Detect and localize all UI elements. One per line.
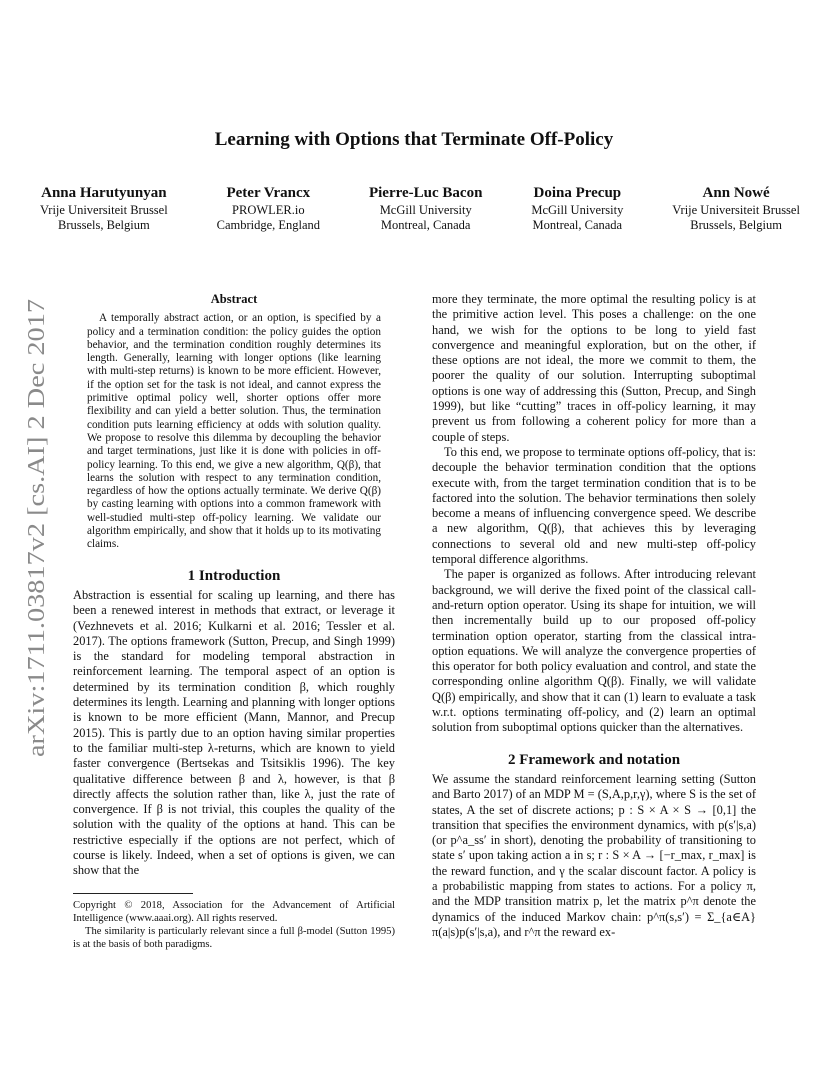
author-block <box>672 184 800 233</box>
abstract-heading: Abstract <box>210 292 258 306</box>
author-name: Doina Precup <box>533 185 622 201</box>
author-location: Montreal, Canada <box>380 218 471 232</box>
author-affiliation: McGill University <box>379 203 472 217</box>
author-location: Cambridge, England <box>216 218 321 232</box>
body-paragraph: The paper is organized as follows. After introducing relevant background, we will derive the fixed point of the classical call-and-return option operator. Using its shape for intuition, we will then incrementally build up to our proposed off-policy termination option operator, starting from the classical intra-option equations. We will analyze the convergence properties of this operator for both policy evaluation and control, and state the corresponding online algorithm Q(β). Finally, we will validate Q(β) empirically, and show that it can (1) learn to evaluate a task w.r.t. options terminating off-policy, and (2) learn an optimal solution from suboptimal options quicker than the alternatives. <box>432 567 756 735</box>
author-block <box>40 184 168 233</box>
author-name: Pierre-Luc Bacon <box>368 185 483 201</box>
author-name: Peter Vrancx <box>226 185 311 201</box>
intro-paragraph: Abstraction is essential for scaling up learning, and there has been a renewed interest in methods that extract, or leverage it (Vezhnevets et al. 2016; Kulkarni et al. 2016; Tessler et al. 2017). The options framework (Sutton, Precup, and Singh 1999) is the standard for modeling temporal abstraction in reinforcement learning. The temporal aspect of an option is determined by its termination condition β, which roughly determines its length. Learning and planning with longer options is known to be more efficient (Mann, Mannor, and Precup 2015). This is partly due to an option having similar properties to the familiar multi-step λ-returns, which are known to yield faster convergence (Bertsekas and Tsitsiklis 1996). The key qualitative difference between β and λ, however, is that β directly affects the solution rather than, like λ, just the rate of convergence. If β is not trivial, this couples the quality of the solution with the quality of the options at hand. This can be restrictive especially if the options are not perfect, which of course is likely. Indeed, when a set of options is given, we can show that the <box>73 587 395 878</box>
author-name: Anna Harutyunyan <box>41 185 167 201</box>
left-column <box>73 292 395 951</box>
footnote-divider <box>73 893 193 894</box>
right-column <box>432 292 756 940</box>
framework-paragraph: We assume the standard reinforcement learning setting (Sutton and Barto 2017) of an MDP M = (S,A,p,r,γ), where S is the set of states, A the set of discrete actions; p : S × A × S → [0,1] the transition that specifies the environment dynamics, with p(s′|s,a) (or p^a_ss′ in short), denoting the probability of transitioning to state s′ upon taking action a in s; r : S × A → [−r_max, r_max] is the reward function, and γ the scalar discount factor. A policy is a probabilistic mapping from states to actions. For a policy π, and the MDP transition matrix p, let the matrix p^π denote the dynamics of the induced Markov chain: p^π(s,s′) = Σ_{a∈A} π(a|s)p(s′|s,a), and r^π the reward ex- <box>432 771 756 939</box>
author-affiliation: PROWLER.io <box>232 203 305 217</box>
arxiv-stamp-text: arXiv:1711.03817v2 [cs.AI] 2 Dec 2017 <box>23 360 50 757</box>
author-affiliation: Vrije Universiteit Brussel <box>672 203 800 217</box>
author-affiliation: McGill University <box>531 203 624 217</box>
author-name: Ann Nowé <box>702 185 770 201</box>
author-location: Brussels, Belgium <box>690 218 782 232</box>
author-location: Montreal, Canada <box>532 218 623 232</box>
author-location: Brussels, Belgium <box>58 218 150 232</box>
author-block <box>531 184 623 233</box>
section-heading-framework: 2 Framework and notation <box>507 751 681 768</box>
abstract-text: A temporally abstract action, or an option, is specified by a policy and a termination condition: the policy guides the option behavior, and the termination condition roughly determines its length. Generally, learning with longer options (like learning with multi-step returns) is known to be more efficient. However, if the option set for the task is not ideal, and cannot express the primitive optimal policy well, shorter options offer more flexibility and can yield a better solution. Thus, the termination condition puts learning efficiency at odds with solution quality. We propose to resolve this dilemma by decoupling the behavior and target terminations, just like it is done with policies in off-policy learning. To this end, we give a new algorithm, Q(β), that learns the solution with respect to any termination condition, regardless of how the options actually terminate. We derive Q(β) by casting learning with options into a common framework with well-studied multi-step off-policy learning. We validate our algorithm empirically, and show that it holds up to its motivating claims. <box>87 312 381 551</box>
footnotes <box>73 899 395 951</box>
author-affiliation: Vrije Universiteit Brussel <box>40 203 168 217</box>
footnote-1: The similarity is particularly relevant since a full β-model (Sutton 1995) is at the basis of both paradigms. <box>73 925 395 950</box>
body-paragraph: To this end, we propose to terminate options off-policy, that is: decouple the behavior termination condition that the options execute with, from the target termination condition that is to be factored into the solution. The behavior terminations then solely become a means of influencing convergence speed. We describe a new algorithm, Q(β), that achieves this by leveraging connections to several old and new multi-step off-policy temporal difference algorithms. <box>432 444 756 567</box>
body-paragraph: more they terminate, the more optimal the resulting policy is at the primitive action level. This poses a challenge: on the one hand, we wish for the options to be long to yield fast convergence and meaningful exploration, but on the other, if these options are not ideal, the more we commit to them, the poorer the quality of our solution. Interrupting suboptimal options is one way of addressing this (Sutton, Precup, and Singh 1999), but like “cutting” traces in off-policy learning, it may prevent us from following a coherent policy for more than a couple of steps. <box>432 292 756 444</box>
author-block <box>369 184 482 233</box>
arxiv-stamp <box>22 298 50 758</box>
paper-title: Learning with Options that Terminate Off-Policy <box>214 129 614 150</box>
copyright-notice: Copyright © 2018, Association for the Advancement of Artificial Intelligence (www.aaai.org). All rights reserved. <box>73 899 395 924</box>
section-heading-introduction: 1 Introduction <box>187 567 281 584</box>
author-list <box>40 184 800 233</box>
author-block <box>217 184 320 233</box>
